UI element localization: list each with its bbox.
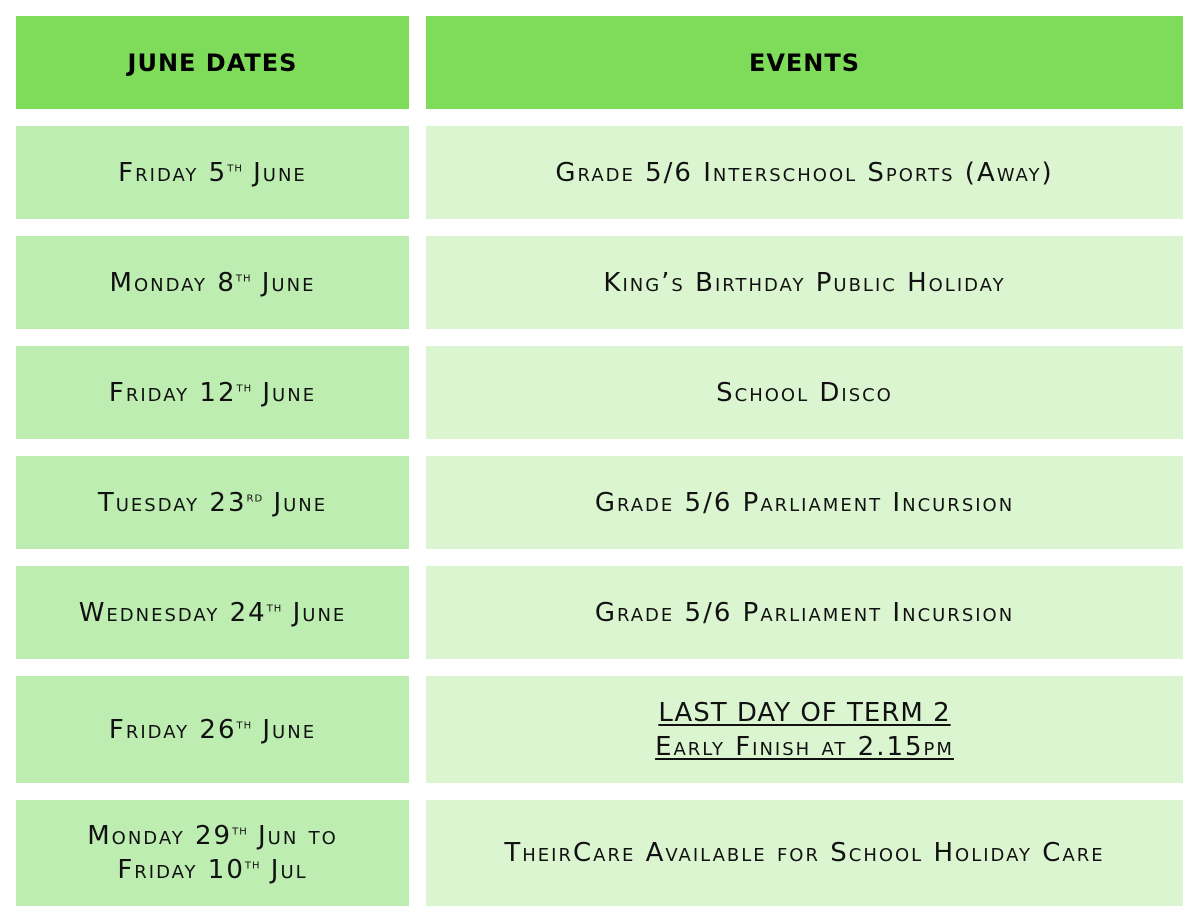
date-text: Monday 8th June (109, 267, 316, 298)
event-cell (426, 456, 1183, 549)
event-text: School Disco (716, 377, 893, 408)
event-cell (426, 126, 1183, 219)
date-cell (16, 126, 409, 219)
event-text: Grade 5/6 Parliament Incursion (594, 487, 1015, 518)
date-text-line-1: Monday 29th Jun to (87, 821, 338, 851)
header-dates-label: JUNE DATES (127, 48, 298, 77)
last-day-of-term-text: LAST DAY OF TERM 2 (658, 697, 951, 728)
event-cell (426, 236, 1183, 329)
event-cell (426, 676, 1183, 783)
date-text-line-2: Friday 10th Jul (117, 855, 308, 885)
event-text: Grade 5/6 Interschool Sports (Away) (555, 157, 1054, 188)
event-text: TheirCare Available for School Holiday Care (504, 838, 1105, 868)
date-text: Friday 12th June (108, 377, 317, 408)
date-cell (16, 456, 409, 549)
header-events-cell (426, 16, 1183, 109)
date-cell (16, 800, 409, 906)
early-finish-text: Early Finish at 2.15pm (655, 731, 954, 762)
date-cell (16, 676, 409, 783)
header-dates-cell (16, 16, 409, 109)
date-text: Friday 26th June (108, 714, 317, 745)
date-text: Wednesday 24th June (78, 597, 347, 628)
event-text: Grade 5/6 Parliament Incursion (594, 597, 1015, 628)
date-cell (16, 346, 409, 439)
date-cell (16, 236, 409, 329)
header-events-label: EVENTS (748, 48, 861, 77)
event-cell (426, 800, 1183, 906)
event-cell (426, 346, 1183, 439)
event-text: King’s Birthday Public Holiday (603, 267, 1006, 298)
date-text: Tuesday 23rd June (97, 487, 328, 518)
date-text: Friday 5th June (118, 157, 307, 188)
event-cell (426, 566, 1183, 659)
date-cell (16, 566, 409, 659)
